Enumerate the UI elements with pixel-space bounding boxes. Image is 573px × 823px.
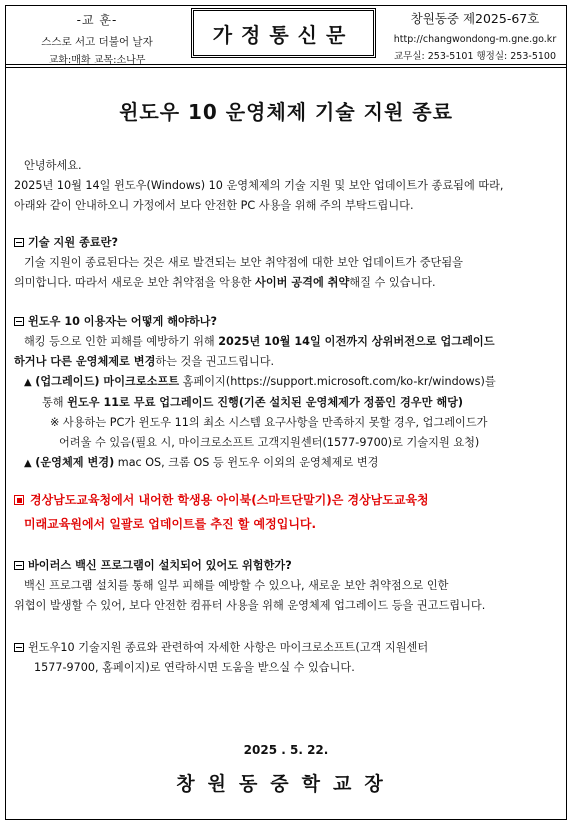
document-frame: [5, 5, 567, 820]
triangle-bullet-icon: ▲: [24, 458, 32, 469]
header: [6, 6, 566, 66]
section-text: 윈도우10 기술지원 종료와 관련하여 자세한 사항은 마이크로소프트(고객 지원센터: [14, 638, 562, 658]
greeting: 안녕하세요.: [24, 159, 82, 172]
page-title: 윈도우 10 운영체제 기술 지원 종료: [119, 100, 453, 124]
school-info: [384, 9, 566, 62]
newsletter-title: 가정통신문: [212, 22, 355, 47]
motto-text: 스스로 서고 더불어 날자: [41, 36, 153, 48]
intro-line: 2025년 10월 14일 윈도우(Windows) 10 운영체제의 기술 지원 및 보안 업데이트가 종료됨에 따라,: [14, 179, 504, 192]
notice-line: 경상남도교육청에서 내어한 학생용 아이북(스마트단말기)은 경상남도교육청: [14, 488, 562, 512]
school-phones: 교무실: 253-5101 행정실: 253-5100: [394, 51, 556, 62]
section-text: 의미합니다. 따라서 새로운 보안 취약점을 악용한 사이버 공격에 취약해질 수 있습니다.: [14, 276, 436, 289]
issue-date: 2025 . 5. 22.: [243, 743, 329, 757]
section-text: 1577-9700, 홈페이지)로 연락하시면 도움을 받으실 수 있습니다.: [34, 661, 355, 674]
section-text: 해킹 등으로 인한 피해를 예방하기 위해 2025년 10월 14일 이전까지 상위버전으로 업그레이드: [24, 335, 495, 348]
notice-line: 미래교육원에서 일괄로 업데이트를 추진 할 예정입니다.: [24, 517, 317, 531]
list-item: ▲ (운영체제 변경) mac OS, 크롬 OS 등 윈도우 이외의 운영체제로 변경: [14, 453, 562, 474]
letter-body: [14, 156, 562, 678]
section-text: 백신 프로그램 설치를 통해 일부 피해를 예방할 수 있으나, 새로운 보안 취약점으로 인한: [24, 579, 449, 592]
triangle-bullet-icon: ▲: [24, 377, 32, 388]
square-bullet-icon: [14, 643, 24, 652]
motto-title: -교 훈-: [76, 13, 118, 27]
list-note: ※ 사용하는 PC가 윈도우 11의 최소 시스템 요구사항을 만족하지 못할 경우, 업그레이드가: [50, 416, 488, 429]
square-bullet-icon: [14, 238, 24, 247]
section-text: 하거나 다른 운영체제로 변경하는 것을 권고드립니다.: [14, 355, 275, 368]
section-heading: 바이러스 백신 프로그램이 설치되어 있어도 위험한가?: [14, 556, 562, 576]
section-heading: 기술 지원 종료란?: [14, 233, 562, 253]
list-note: 어려울 수 있음(필요 시, 마이크로소프트 고객지원센터(1577-9700)로 기술지원 요청): [59, 436, 480, 449]
intro-line: 아래와 같이 안내하오니 가정에서 보다 안전한 PC 사용을 위해 주의 부탁드립니다.: [14, 199, 414, 212]
list-item: 통해 윈도우 11로 무료 업그레이드 진행(기존 설치된 운영체제가 정품인 경우만 해당): [42, 396, 464, 409]
newsletter-title-box: [191, 8, 376, 58]
red-square-icon: [14, 495, 24, 505]
notice-box: [14, 488, 562, 536]
school-url[interactable]: http://changwondong-m.gne.go.kr: [393, 34, 557, 45]
section-heading: 윈도우 10 이용자는 어떻게 해야하나?: [14, 312, 562, 332]
motto-symbols: 교화:매화 교목:소나무: [48, 55, 146, 66]
header-divider-2: [6, 67, 566, 68]
section-text: 위협이 발생할 수 있어, 보다 안전한 컴퓨터 사용을 위해 운영체제 업그레이드 등을 권고드립니다.: [14, 599, 486, 612]
section-text: 기술 지원이 종료된다는 것은 새로 발견되는 보안 취약점에 대한 보안 업데이트가 중단됨을: [24, 256, 463, 269]
header-divider: [6, 64, 566, 65]
signature: 창원동중학교장: [176, 773, 396, 795]
square-bullet-icon: [14, 317, 24, 326]
school-motto: [12, 8, 182, 66]
square-bullet-icon: [14, 561, 24, 570]
issue-number: 창원동중 제2025-67호: [410, 11, 540, 26]
list-item: ▲ (업그레이드) 마이크로소프트 홈페이지(https://support.microsoft.com/ko-kr/windows)를: [14, 372, 562, 393]
